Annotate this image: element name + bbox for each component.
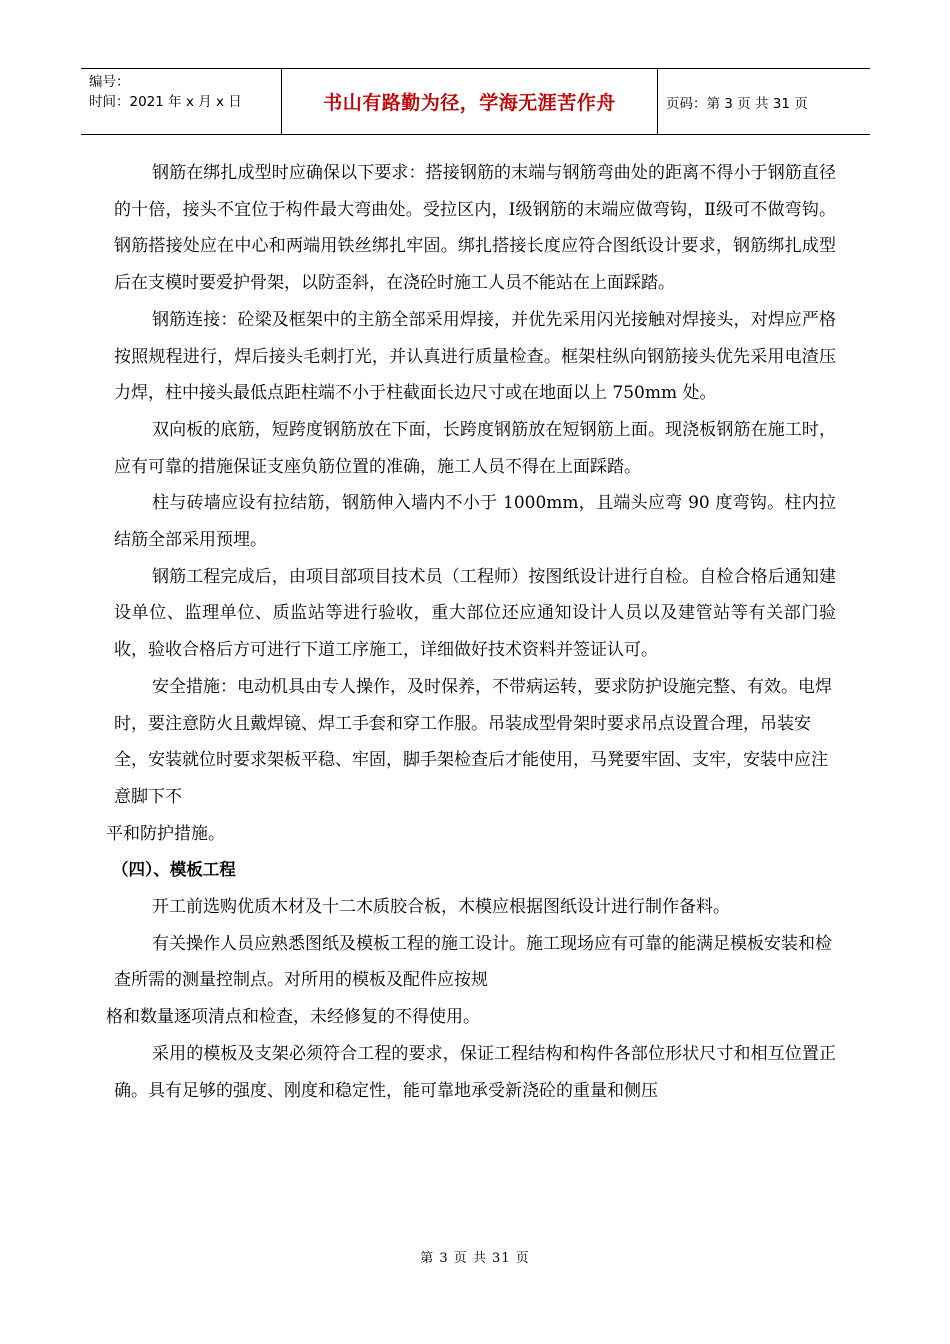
paragraph-continuation: 平和防护措施。 — [106, 823, 225, 844]
paragraph: 柱与砖墙应设有拉结筋，钢筋伸入墙内不小于 1000mm，且端头应弯 90 度弯钩。柱内拉结筋全部采用预埋。 — [114, 493, 836, 551]
paragraph: 双向板的底筋，短跨度钢筋放在下面，长跨度钢筋放在短钢筋上面。现浇板钢筋在施工时，应有可靠的措施保证支座负筋位置的准确，施工人员不得在上面踩踏。 — [114, 419, 836, 477]
page-footer: 第 3 页 共 31 页 — [420, 1251, 530, 1266]
paragraph: 开工前选购优质木材及十二木质胶合板，木模应根据图纸设计进行制作备料。 — [152, 897, 730, 918]
header-motto: 书山有路勤为径，学海无涯苦作舟 — [282, 69, 658, 134]
paragraph: 钢筋在绑扎成型时应确保以下要求：搭接钢筋的末端与钢筋弯曲处的距离不得小于钢筋直径的十倍，接头不宜位于构件最大弯曲处。受拉区内，Ⅰ级钢筋的末端应做弯钩，Ⅱ级可不做弯钩。钢筋搭接处应在中心和两端用铁丝绑扎牢固。绑扎搭接长度应符合图纸设计要求，钢筋绑扎成型后在支模时要爱护骨架，以防歪斜，在浇砼时施工人员不能站在上面踩踏。 — [114, 163, 836, 294]
paragraph-continuation: 格和数量逐项清点和检查，未经修复的不得使用。 — [106, 1007, 480, 1028]
paragraph: 安全措施：电动机具由专人操作，及时保养，不带病运转，要求防护设施完整、有效。电焊时，要注意防火且戴焊镜、焊工手套和穿工作服。吊装成型骨架时要求吊点设置合理，吊装安全，安装就位时要求架板平稳、牢固，脚手架检查后才能使用，马凳要牢固、支牢，安装中应注意脚下不 — [114, 676, 832, 807]
paragraph: 采用的模板及支架必须符合工程的要求，保证工程结构和构件各部位形状尺寸和相互位置正确。具有足够的强度、刚度和稳定性，能可靠地承受新浇砼的重量和侧压 — [114, 1043, 836, 1101]
header-meta — [81, 69, 282, 134]
paragraph: 有关操作人员应熟悉图纸及模板工程的施工设计。施工现场应有可靠的能满足模板安装和检查所需的测量控制点。对所用的模板及配件应按规 — [114, 933, 832, 991]
document-number-label: 编号： — [89, 74, 130, 90]
header-page-info: 页码：第 3 页 共 31 页 — [666, 95, 808, 112]
section-heading: （四）、模板工程 — [112, 860, 236, 880]
document-date: 时间：2021 年 x 月 x 日 — [89, 94, 242, 110]
paragraph: 钢筋连接：砼梁及框架中的主筋全部采用焊接，并优先采用闪光接触对焊接头，对焊应严格按照规程进行，焊后接头毛刺打光，并认真进行质量检查。框架柱纵向钢筋接头优先采用电渣压力焊，柱中接头最低点距柱端不小于柱截面长边尺寸或在地面以上 750mm 处。 — [114, 309, 836, 404]
paragraph: 钢筋工程完成后，由项目部项目技术员（工程师）按图纸设计进行自检。自检合格后通知建设单位、监理单位、质监站等进行验收，重大部位还应通知设计人员以及建管站等有关部门验收，验收合格后方可进行下道工序施工，详细做好技术资料并签证认可。 — [114, 566, 836, 661]
page-header — [81, 68, 870, 135]
document-body — [106, 155, 836, 1109]
